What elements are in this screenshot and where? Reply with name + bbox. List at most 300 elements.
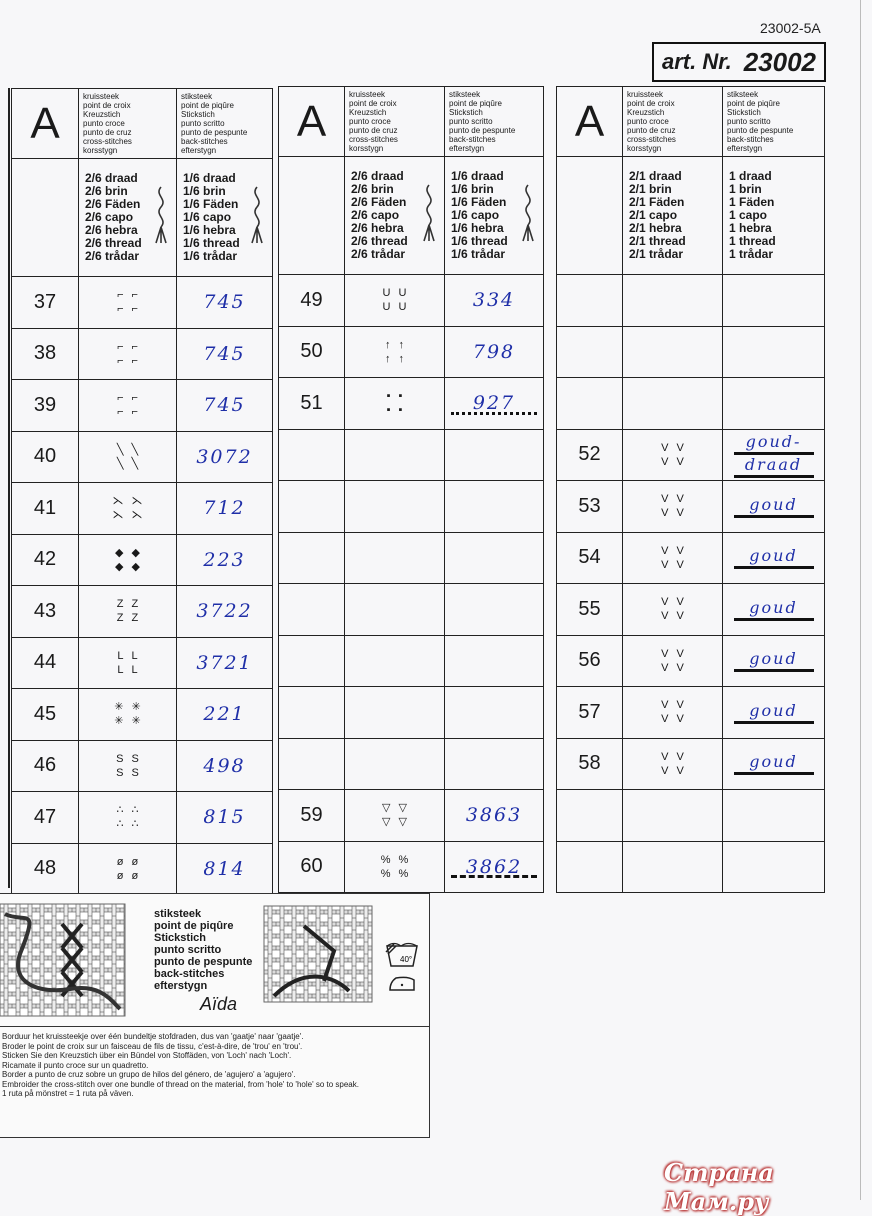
thread-twist-icon: [250, 187, 264, 243]
color-code: [723, 687, 825, 739]
text-line: 1 thread: [729, 234, 776, 248]
table-row: [279, 326, 544, 378]
table-row: [557, 429, 825, 481]
symbol-line: ▽▽: [382, 816, 415, 829]
cross-stitch-diagram: [0, 904, 130, 1019]
color-code: [723, 481, 825, 533]
color-code: [723, 790, 825, 842]
text-line: cross-stitches: [349, 135, 398, 144]
text-line: efterstygn: [154, 980, 208, 992]
stitch-symbol: [79, 637, 177, 689]
color-code: [723, 275, 825, 327]
text-line: 2/1 Fäden: [629, 195, 685, 209]
text-line: 1/6 draad: [183, 171, 236, 185]
text-line: 1 hebra: [729, 221, 772, 235]
symbol-number: [279, 481, 345, 533]
text-line: efterstygn: [727, 144, 763, 153]
symbol-number: 52: [557, 429, 623, 481]
symbol-line: ⌐⌐: [117, 354, 146, 367]
symbol-line: ⌐⌐: [117, 340, 146, 353]
symbol-line: ◆◆: [115, 546, 148, 559]
symbol-line: VV: [661, 750, 692, 763]
color-code: [177, 483, 273, 535]
text-line: punto croce: [83, 119, 125, 128]
table-row: [12, 586, 273, 638]
color-code: [723, 841, 825, 893]
color-code: [177, 689, 273, 741]
stitch-symbol: [623, 481, 723, 533]
symbol-line: øø: [116, 869, 147, 882]
gold-thread-label: goud: [734, 701, 814, 724]
text-line: kruissteek: [627, 90, 664, 99]
text-line: punto scritto: [181, 119, 225, 128]
text-line: kruissteek: [349, 90, 386, 99]
stitch-symbol: [623, 584, 723, 636]
text-line: point de piqûre: [727, 99, 780, 108]
symbol-number: 41: [12, 483, 79, 535]
color-code: [177, 277, 273, 329]
table-row: [12, 637, 273, 689]
text-line: 2/6 brin: [351, 182, 394, 196]
text-line: 1/6 Fäden: [183, 197, 239, 211]
symbol-line: ∴∴: [116, 804, 147, 817]
table-row: [279, 738, 544, 790]
table-row: [279, 635, 544, 687]
text-line: 1/6 Fäden: [451, 195, 507, 209]
text-line: punto scritto: [154, 944, 222, 956]
symbol-line: ╲╲: [116, 457, 147, 470]
symbol-number: 44: [12, 637, 79, 689]
symbol-line: UU: [382, 287, 415, 300]
text-line: 1 capo: [729, 208, 768, 222]
color-value: 3721: [196, 651, 253, 674]
section-letter: A: [279, 87, 345, 157]
page-edge: [860, 0, 861, 1200]
symbol-line: %%: [380, 853, 417, 866]
text-line: punto scritto: [449, 117, 493, 126]
color-value: 3863: [465, 804, 523, 827]
stitch-symbol: [79, 586, 177, 638]
table-row: [557, 790, 825, 842]
table-row: [557, 738, 825, 790]
symbol-number: [279, 584, 345, 636]
color-value: 223: [203, 548, 246, 571]
thread-count-back: [177, 159, 273, 277]
color-code: [177, 637, 273, 689]
symbol-line: ⌐⌐: [117, 289, 146, 302]
stitch-symbol: [345, 429, 445, 481]
symbol-number: [557, 326, 623, 378]
stitch-legend: [0, 893, 430, 1138]
symbol-line: %%: [380, 867, 417, 880]
gold-thread-label: goud: [734, 495, 814, 518]
color-code: [723, 738, 825, 790]
symbol-number: [557, 275, 623, 327]
table-row: [279, 584, 544, 636]
color-code: [445, 378, 544, 430]
color-code: [723, 532, 825, 584]
symbol-number: 37: [12, 277, 79, 329]
color-value: 498: [203, 754, 246, 777]
color-code: [445, 635, 544, 687]
stitch-symbol: [79, 534, 177, 586]
symbol-line: SS: [116, 752, 147, 765]
table-row: [12, 689, 273, 741]
symbol-number: 42: [12, 534, 79, 586]
cross-stitch-header: [345, 87, 445, 157]
symbol-line: VV: [661, 764, 692, 777]
text-line: 2/1 brin: [629, 182, 672, 196]
text-line: stiksteek: [727, 90, 759, 99]
text-line: 1/6 draad: [451, 169, 504, 183]
symbol-number: [557, 841, 623, 893]
stitch-symbol: [79, 380, 177, 432]
text-line: stiksteek: [449, 90, 481, 99]
stitch-symbol: [79, 483, 177, 535]
color-value: 334: [472, 289, 516, 312]
text-line: 2/6 hebra: [351, 221, 404, 235]
symbol-number: 59: [279, 790, 345, 842]
symbol-line: VV: [661, 647, 692, 660]
symbol-line: ╲╲: [116, 443, 147, 456]
symbol-number: 50: [279, 326, 345, 378]
text-line: Sticken Sie den Kreuzstich über ein Bündel von Stoffäden, von 'Loch' nach 'Loch'.: [2, 1051, 292, 1060]
table-row: [279, 790, 544, 842]
table-row: [279, 687, 544, 739]
symbol-number: 60: [279, 841, 345, 893]
stitch-symbol: [345, 687, 445, 739]
color-value: 745: [203, 291, 246, 314]
text-line: 1/6 trådar: [183, 249, 238, 263]
table-row: [557, 378, 825, 430]
symbol-line: øø: [116, 855, 147, 868]
color-code: [723, 584, 825, 636]
text-line: korsstygn: [349, 144, 384, 153]
table-row: [12, 431, 273, 483]
text-line: punto de cruz: [627, 126, 676, 135]
symbol-number: 51: [279, 378, 345, 430]
thread-twist-icon: [422, 185, 436, 241]
color-value: 814: [203, 857, 246, 880]
stitch-symbol: [345, 738, 445, 790]
symbol-line: ↑↑: [385, 352, 412, 365]
text-line: 2/6 brin: [85, 184, 128, 198]
text-line: 1 brin: [729, 182, 762, 196]
symbol-line: VV: [661, 713, 692, 726]
thread-count-cross: [623, 157, 723, 275]
symbol-line: SS: [116, 766, 147, 779]
table-row: [557, 481, 825, 533]
text-line: punto de cruz: [349, 126, 398, 135]
symbol-number: 47: [12, 792, 79, 844]
gold-thread-label: goud: [734, 752, 814, 775]
symbol-number: 54: [557, 532, 623, 584]
text-line: 1/6 thread: [451, 234, 508, 248]
table-row: [12, 843, 273, 895]
color-value: 927: [472, 392, 516, 415]
symbol-number: 57: [557, 687, 623, 739]
stitch-symbol: [623, 790, 723, 842]
thread-count-back: [445, 157, 544, 275]
text-line: punto scritto: [727, 117, 771, 126]
text-line: stiksteek: [154, 908, 202, 920]
thread-twist-icon: [154, 187, 168, 243]
symbol-number: 55: [557, 584, 623, 636]
text-line: punto de cruz: [83, 128, 132, 137]
stitch-symbol: [623, 532, 723, 584]
text-line: kruissteek: [83, 92, 120, 101]
text-line: back-stitches: [154, 968, 225, 980]
symbol-line: ZZ: [116, 612, 147, 625]
article-label: art. Nr.: [661, 49, 732, 74]
stitch-symbol: [623, 635, 723, 687]
symbol-number: [279, 635, 345, 687]
stitch-symbol: [345, 790, 445, 842]
stitch-symbol: [79, 740, 177, 792]
color-code: [445, 429, 544, 481]
legend-instructions: [2, 1032, 422, 1099]
symbol-line: UU: [382, 301, 415, 314]
text-line: Borduur het kruissteekje over één bundeltje stofdraden, dus van 'gaatje' naar 'gaatje'.: [2, 1032, 304, 1041]
symbol-line: ✳✳: [114, 701, 149, 714]
text-line: korsstygn: [83, 146, 118, 155]
symbol-number: 56: [557, 635, 623, 687]
gold-thread-label: goud: [734, 649, 814, 672]
stitch-symbol: [79, 431, 177, 483]
text-line: 1/6 capo: [451, 208, 500, 222]
symbol-number: [279, 532, 345, 584]
page-left-rule: [8, 88, 10, 888]
table-row: [557, 687, 825, 739]
text-line: Ricamate il punto croce sur un quadretto.: [2, 1060, 149, 1070]
color-code: [445, 532, 544, 584]
site-watermark: Страна Мам.ру: [664, 1158, 774, 1216]
text-line: Border a punto de cruz sobre un grupo de hilos del género, de 'agujero' a 'agujero'.: [2, 1070, 296, 1079]
table-row: [279, 378, 544, 430]
color-code: [177, 380, 273, 432]
text-line: efterstygn: [449, 144, 485, 153]
symbol-line: ◆◆: [115, 560, 148, 573]
table-row: [12, 380, 273, 432]
text-line: point de piqûre: [449, 99, 502, 108]
text-line: point de croix: [627, 99, 675, 108]
text-line: 1/6 hebra: [451, 221, 504, 235]
stitch-symbol: [345, 635, 445, 687]
symbol-line: VV: [661, 558, 692, 571]
text-line: punto de pespunte: [449, 126, 516, 135]
text-line: 2/6 trådar: [351, 247, 406, 261]
gold-thread-label: draad: [734, 455, 814, 478]
back-stitch-header: [445, 87, 544, 157]
symbol-number: 53: [557, 481, 623, 533]
thread-count-cross: [79, 159, 177, 277]
stitch-symbol: [79, 277, 177, 329]
text-line: punto de pespunte: [727, 126, 794, 135]
text-line: 2/6 hebra: [85, 223, 138, 237]
stitch-symbol: [623, 687, 723, 739]
stitch-symbol: [623, 841, 723, 893]
table-row: [557, 326, 825, 378]
text-line: Kreuzstich: [627, 108, 665, 117]
color-code: [723, 326, 825, 378]
stitch-symbol: [623, 738, 723, 790]
gold-thread-label: goud-: [734, 432, 814, 455]
iron-icon: [386, 974, 418, 992]
text-line: back-stitches: [181, 137, 228, 146]
stitch-symbol: [345, 532, 445, 584]
symbol-number: 39: [12, 380, 79, 432]
text-line: back-stitches: [727, 135, 774, 144]
table-row: [12, 740, 273, 792]
text-line: Embroider the cross-stitch over one bundle of thread on the material, from 'hole' to 'hole' so to speak.: [2, 1079, 359, 1089]
symbol-line: ⌐⌐: [117, 392, 146, 405]
color-code: [177, 792, 273, 844]
table-row: [12, 483, 273, 535]
table-row: [279, 429, 544, 481]
symbol-line: ⋋⋋: [112, 495, 151, 508]
symbol-number: 38: [12, 328, 79, 380]
stitch-symbol: [79, 843, 177, 895]
stitch-symbol: [345, 481, 445, 533]
symbol-line: VV: [661, 596, 692, 609]
symbol-line: VV: [661, 441, 692, 454]
color-code: [723, 429, 825, 481]
color-code: [177, 431, 273, 483]
back-stitch-header: [177, 89, 273, 159]
color-code: [445, 790, 544, 842]
text-line: Kreuzstich: [83, 110, 121, 119]
table-row: [12, 534, 273, 586]
table-row: [557, 532, 825, 584]
wash-40-icon: [384, 938, 420, 968]
table-row: [557, 841, 825, 893]
text-line: 1 trådar: [729, 247, 774, 261]
text-line: cross-stitches: [627, 135, 676, 144]
text-line: 1/6 capo: [183, 210, 232, 224]
color-value: 221: [203, 703, 246, 726]
thread-twist-icon: [521, 185, 535, 241]
text-line: 2/6 thread: [85, 236, 142, 250]
color-value: 3072: [196, 445, 253, 468]
text-line: Stickstich: [154, 932, 206, 944]
symbol-number: 46: [12, 740, 79, 792]
section-letter: A: [12, 89, 79, 159]
stitch-symbol: [345, 378, 445, 430]
table-row: [279, 532, 544, 584]
symbol-number: [279, 429, 345, 481]
dotted-line-indicator: [451, 412, 537, 415]
table-row: [557, 635, 825, 687]
color-code: [177, 328, 273, 380]
table-row: [557, 275, 825, 327]
symbol-number: 45: [12, 689, 79, 741]
color-value: 712: [203, 497, 246, 520]
fabric-label: Aïda: [200, 994, 238, 1014]
symbol-number: [557, 790, 623, 842]
symbol-line: VV: [661, 493, 692, 506]
color-code: [177, 843, 273, 895]
color-code: [723, 378, 825, 430]
text-line: 2/6 draad: [351, 169, 404, 183]
symbol-line: ⌐⌐: [117, 406, 146, 419]
symbol-line: ↑↑: [385, 338, 412, 351]
text-line: stiksteek: [181, 92, 213, 101]
text-line: 2/6 capo: [351, 208, 400, 222]
text-line: Broder le point de croix sur un faisceau de fils de tissu, c'est-à-dire, de 'trou' en 'trou'.: [2, 1041, 303, 1051]
symbol-line: LL: [117, 663, 146, 676]
stitch-symbol: [623, 429, 723, 481]
table-row: [12, 792, 273, 844]
symbol-line: ⋋⋋: [112, 509, 151, 522]
color-code: [445, 326, 544, 378]
symbol-line: ▪▪: [386, 390, 411, 403]
text-line: Stickstich: [727, 108, 761, 117]
symbol-number: 49: [279, 275, 345, 327]
text-line: 2/6 capo: [85, 210, 134, 224]
color-code: [177, 740, 273, 792]
thread-count-cross: [345, 157, 445, 275]
symbol-number: 40: [12, 431, 79, 483]
text-line: 2/6 Fäden: [85, 197, 141, 211]
thread-count-back: [723, 157, 825, 275]
text-line: 1/6 hebra: [183, 223, 236, 237]
text-line: efterstygn: [181, 146, 217, 155]
color-code: [445, 275, 544, 327]
section-letter: A: [557, 87, 623, 157]
cross-stitch-header: [623, 87, 723, 157]
text-line: 1/6 brin: [451, 182, 494, 196]
text-line: point de croix: [349, 99, 397, 108]
color-value: 745: [203, 342, 246, 365]
text-line: 2/1 draad: [629, 169, 682, 183]
symbol-line: ZZ: [116, 598, 147, 611]
back-stitch-header: [723, 87, 825, 157]
text-line: 2/1 capo: [629, 208, 678, 222]
text-line: Kreuzstich: [349, 108, 387, 117]
text-line: 1/6 trådar: [451, 247, 506, 261]
text-line: cross-stitches: [83, 137, 132, 146]
stitch-symbol: [345, 275, 445, 327]
table-row: [279, 275, 544, 327]
text-line: 2/6 trådar: [85, 249, 140, 263]
color-code: [177, 534, 273, 586]
stitch-symbol: [623, 275, 723, 327]
symbol-number: [279, 738, 345, 790]
text-line: 1/6 brin: [183, 184, 226, 198]
text-line: back-stitches: [449, 135, 496, 144]
text-line: 2/1 hebra: [629, 221, 682, 235]
table-row: [279, 481, 544, 533]
text-line: Stickstich: [181, 110, 215, 119]
stitch-symbol: [345, 841, 445, 893]
text-line: korsstygn: [627, 144, 662, 153]
stitch-symbol: [623, 326, 723, 378]
symbol-line: VV: [661, 455, 692, 468]
text-line: 2/6 thread: [351, 234, 408, 248]
color-value: 3722: [196, 600, 253, 623]
symbol-number: 58: [557, 738, 623, 790]
stitch-symbol: [79, 689, 177, 741]
symbol-number: [557, 378, 623, 430]
thread-table-1: [11, 88, 273, 895]
text-line: 1 ruta på mönstret = 1 ruta på väven.: [2, 1089, 134, 1098]
text-line: punto de pespunte: [154, 956, 253, 968]
color-value: 745: [203, 394, 246, 417]
symbol-line: ✳✳: [114, 715, 149, 728]
color-code: [723, 635, 825, 687]
text-line: punto de pespunte: [181, 128, 248, 137]
article-number: 23002: [743, 46, 816, 77]
